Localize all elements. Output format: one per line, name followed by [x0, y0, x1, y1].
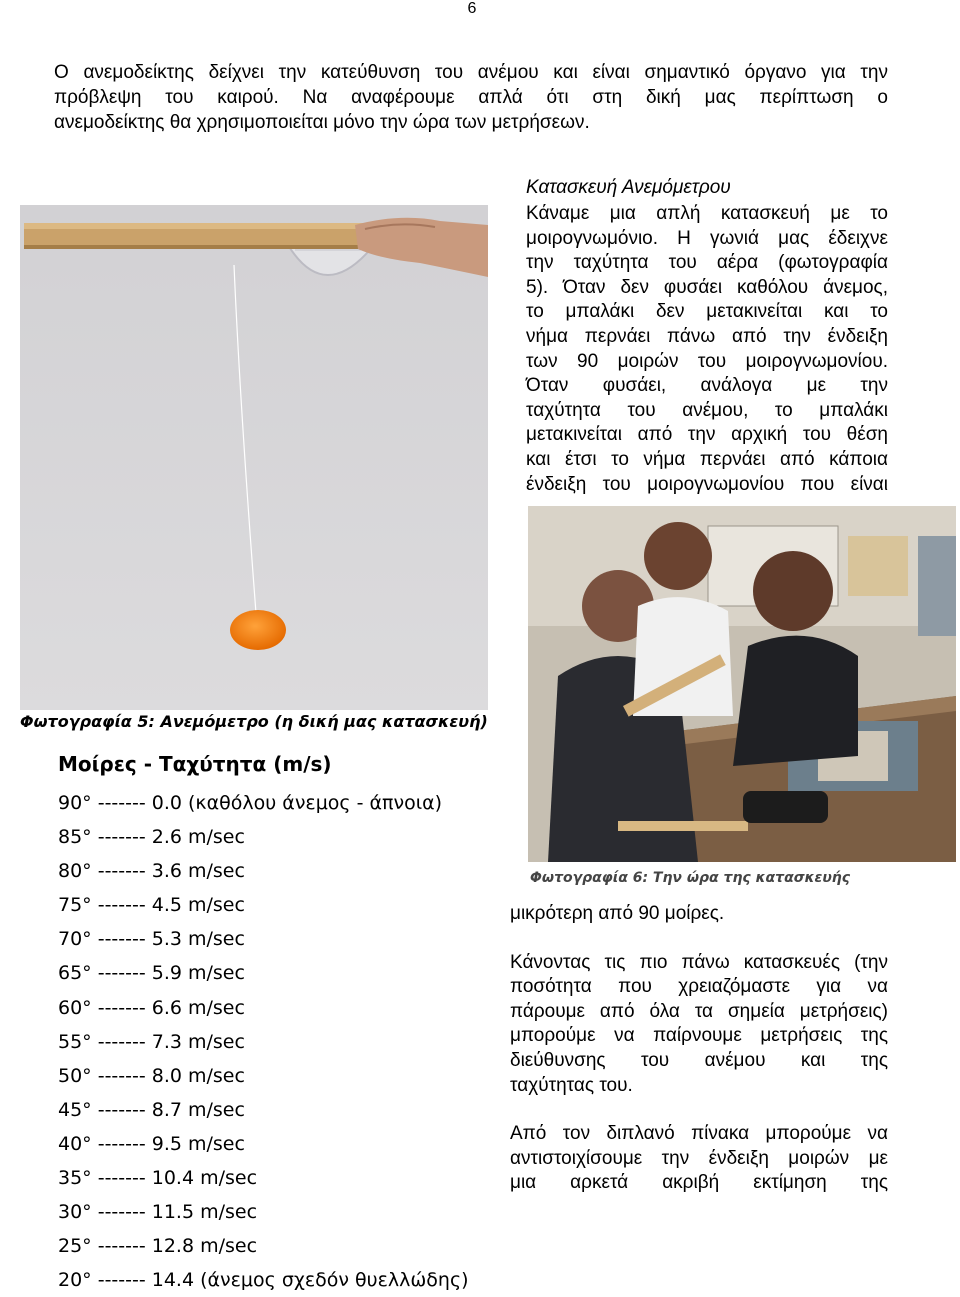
description-line: την ταχύτητα του αέρα (φωτογραφία: [526, 252, 888, 274]
table-row: 35° ------- 10.4 m/sec: [58, 1167, 258, 1190]
paragraph-line: ποσότητα που χρειαζόμαστε για να: [510, 976, 888, 998]
table-row: 70° ------- 5.3 m/sec: [58, 928, 245, 951]
table-row: 90° ------- 0.0 (καθόλου άνεμος - άπνοια): [58, 792, 443, 814]
paragraph-line: μια αρκετά ακριβή εκτίμηση της: [510, 1172, 888, 1194]
table-row: 50° ------- 8.0 m/sec: [58, 1064, 245, 1087]
table-row: 65° ------- 5.9 m/sec: [58, 962, 245, 985]
table-row: 85° ------- 2.6 m/sec: [58, 826, 245, 849]
description-line: μοιρογνωμόνιο. Η γωνιά μας έδειχνε: [526, 227, 888, 249]
paragraph-line: μπορούμε να παίρνουμε μετρήσεις της: [510, 1025, 888, 1047]
section-title: Κατασκευή Ανεμόμετρου: [526, 177, 731, 198]
table-row: 55° ------- 7.3 m/sec: [58, 1030, 245, 1053]
intro-paragraph: [54, 60, 888, 135]
description-line: 5). Όταν δεν φυσάει καθόλου άνεμος,: [526, 276, 888, 298]
paragraph-line: ταχύτητας του.: [510, 1074, 633, 1096]
paragraph-line: Από τον διπλανό πίνακα μπορούμε να: [510, 1123, 888, 1145]
anemometer-photo-illustration: [20, 205, 488, 710]
right-column-text: [510, 902, 888, 1196]
paragraph-line: διεύθυνσης του ανέμου και της: [510, 1049, 888, 1071]
description-line: ταχύτητα του ανέμου, το μπαλάκι: [526, 399, 888, 421]
intro-line: ανεμοδείκτης θα χρησιμοποιείται μόνο την ώρα των μετρήσεων.: [54, 112, 590, 133]
table-row: 20° ------- 14.4 (άνεμος σχεδόν θυελλώδης): [58, 1269, 469, 1292]
table-row: 25° ------- 12.8 m/sec: [58, 1235, 258, 1258]
construction-photo: [528, 506, 956, 862]
table-rows: [58, 786, 469, 1297]
anemometer-description: [526, 202, 888, 497]
description-line: μετακινείται από την αρχική του θέση: [526, 424, 888, 446]
intro-line: πρόβλεψη του καιρού. Να αναφέρουμε απλά ότι στη δική μας περίπτωση ο: [54, 87, 888, 108]
anemometer-photo: [20, 205, 488, 710]
construction-photo-illustration: [528, 506, 956, 862]
paragraph-measurements: [510, 951, 888, 1099]
intro-line: Ο ανεμοδείκτης δείχνει την κατεύθυνση του ανέμου και είναι σημαντικό όργανο για την: [54, 62, 888, 83]
description-line: ένδειξη του μοιρογνωμονίου που είναι: [526, 473, 888, 495]
continuation-line: μικρότερη από 90 μοίρες.: [510, 903, 725, 924]
paragraph-table-reference: [510, 1122, 888, 1196]
paragraph-line: πάρουμε από όλα τα σημεία μετρήσεις): [510, 1000, 888, 1022]
description-line: των 90 μοιρών του μοιρογνωμονίου.: [526, 350, 888, 372]
table-row: 75° ------- 4.5 m/sec: [58, 894, 245, 917]
table-row: 80° ------- 3.6 m/sec: [58, 860, 245, 883]
description-line: νήμα περνάει πάνω από την ένδειξη: [526, 325, 888, 347]
description-line: Όταν φυσάει, ανάλογα με την: [526, 375, 888, 397]
table-row: 30° ------- 11.5 m/sec: [58, 1201, 258, 1224]
description-line: Κάναμε μια απλή κατασκευή με το: [526, 203, 888, 224]
description-line: το μπαλάκι δεν μετακινείται και το: [526, 301, 888, 323]
table-row: 45° ------- 8.7 m/sec: [58, 1098, 245, 1121]
table-title: Μοίρες - Ταχύτητα (m/s): [58, 752, 332, 776]
photo6-caption: Φωτογραφία 6: Την ώρα της κατασκευής: [530, 870, 851, 886]
table-row: 60° ------- 6.6 m/sec: [58, 996, 245, 1019]
degrees-speed-table: [58, 752, 469, 1297]
page-number: 6: [467, 0, 477, 17]
photo5-caption: Φωτογραφία 5: Ανεμόμετρο (η δική μας κατασκευή): [20, 712, 488, 731]
paragraph-line: αντιστοιχίσουμε την ένδειξη μοιρών με: [510, 1147, 888, 1169]
paragraph-line: Κάνοντας τις πιο πάνω κατασκευές (την: [510, 951, 888, 973]
table-row: 40° ------- 9.5 m/sec: [58, 1132, 245, 1155]
description-line: και έτσι το νήμα περνάει από κάποια: [526, 448, 888, 470]
